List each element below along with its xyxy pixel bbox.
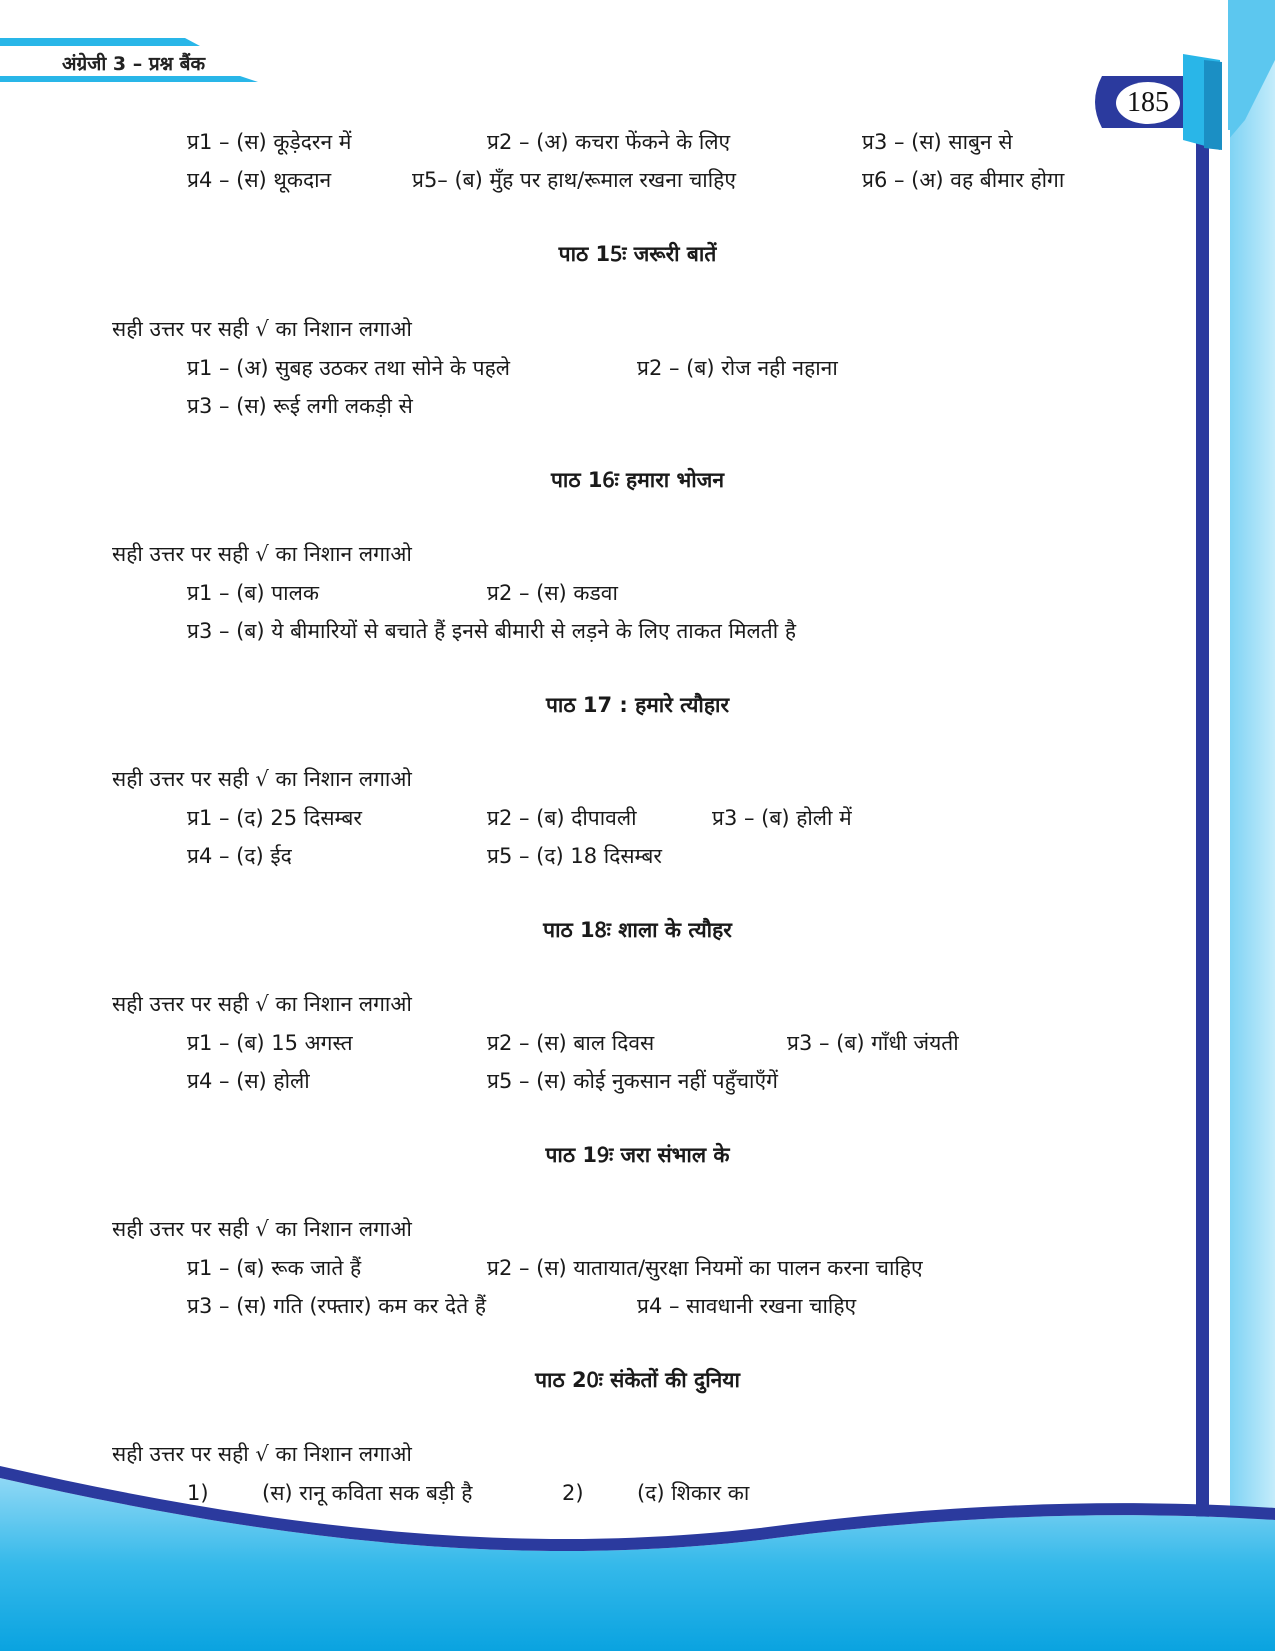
answer-item: प्र3 – (स) गति (रफ्तार) कम कर देते हैं [187,1294,486,1318]
answer-item: प्र3 – (स) साबुन से [862,130,1013,154]
lesson-heading: पाठ 16ः हमारा भोजन [551,468,724,492]
answer-item: प्र2 – (स) यातायात/सुरक्षा नियमों का पालन करना चाहिए [487,1256,923,1280]
page-number: 185 [1127,87,1169,118]
answer-item: प्र3 – (ब) होली में [712,806,852,830]
instruction: सही उत्तर पर सही √ का निशान लगाओ [112,1442,412,1466]
answer-item: प्र1 – (स) कूड़ेदरन में [187,130,352,154]
answer-item: प्र3 – (ब) ये बीमारियों से बचाते हैं इनसे बीमारी से लड़ने के लिए ताकत मिलती है [187,619,796,643]
lesson-heading: पाठ 19ः जरा संभाल के [545,1143,730,1167]
lesson-heading: पाठ 15ः जरूरी बातें [558,242,717,266]
answer-item: (द) शिकार का [637,1481,750,1505]
answer-item: प्र1 – (ब) 15 अगस्त [187,1031,353,1055]
lesson-heading: पाठ 17 : हमारे त्यौहार [545,693,730,717]
answer-item: प्र1 – (द) 25 दिसम्बर [187,806,362,830]
answer-item: प्र3 – (स) रूई लगी लकड़ी से [187,394,413,418]
answer-item: प्र2 – (ब) दीपावली [487,806,637,830]
instruction: सही उत्तर पर सही √ का निशान लगाओ [112,542,412,566]
instruction: सही उत्तर पर सही √ का निशान लगाओ [112,1217,412,1241]
lesson-heading: पाठ 18ः शाला के त्यौहर [543,918,732,942]
answer-item: प्र4 – (स) होली [187,1069,310,1093]
answer-item: प्र1 – (ब) रूक जाते हैं [187,1256,362,1280]
side-bar [1196,130,1209,1530]
answer-item: प्र1 – (ब) पालक [187,581,319,605]
answer-item: प्र1 – (अ) सुबह उठकर तथा सोने के पहले [187,356,510,380]
answer-item: प्र4 – (स) थूकदान [187,168,332,192]
answer-item: प्र2 – (स) कडवा [487,581,618,605]
answer-item: प्र4 – सावधानी रखना चाहिए [637,1294,857,1318]
answer-item: प्र5 – (स) कोई नुकसान नहीं पहुँचाएँगें [487,1069,778,1093]
header-strip [0,38,200,46]
instruction: सही उत्तर पर सही √ का निशान लगाओ [112,992,412,1016]
answer-number: 1) [187,1481,209,1505]
answer-item: (स) रानू कविता सक बड़ी है [262,1481,473,1505]
instruction: सही उत्तर पर सही √ का निशान लगाओ [112,317,412,341]
answer-item: प्र5– (ब) मुँह पर हाथ/रूमाल रखना चाहिए [412,168,736,192]
lesson-heading: पाठ 20ः संकेतों की दुनिया [535,1368,740,1392]
answer-item: प्र2 – (स) बाल दिवस [487,1031,655,1055]
instruction: सही उत्तर पर सही √ का निशान लगाओ [112,767,412,791]
answer-item: प्र4 – (द) ईद [187,844,292,868]
answer-item: प्र6 – (अ) वह बीमार होगा [862,168,1065,192]
header-title: अंग्रेजी 3 – प्रश्न बैंक [62,53,206,75]
answer-number: 2) [562,1481,584,1505]
answer-item: प्र5 – (द) 18 दिसम्बर [487,844,662,868]
answer-item: प्र3 – (ब) गाँधी जंयती [787,1031,959,1055]
answer-item: प्र2 – (अ) कचरा फेंकने के लिए [487,130,731,154]
answer-item: प्र2 – (ब) रोज नही नहाना [637,356,838,380]
